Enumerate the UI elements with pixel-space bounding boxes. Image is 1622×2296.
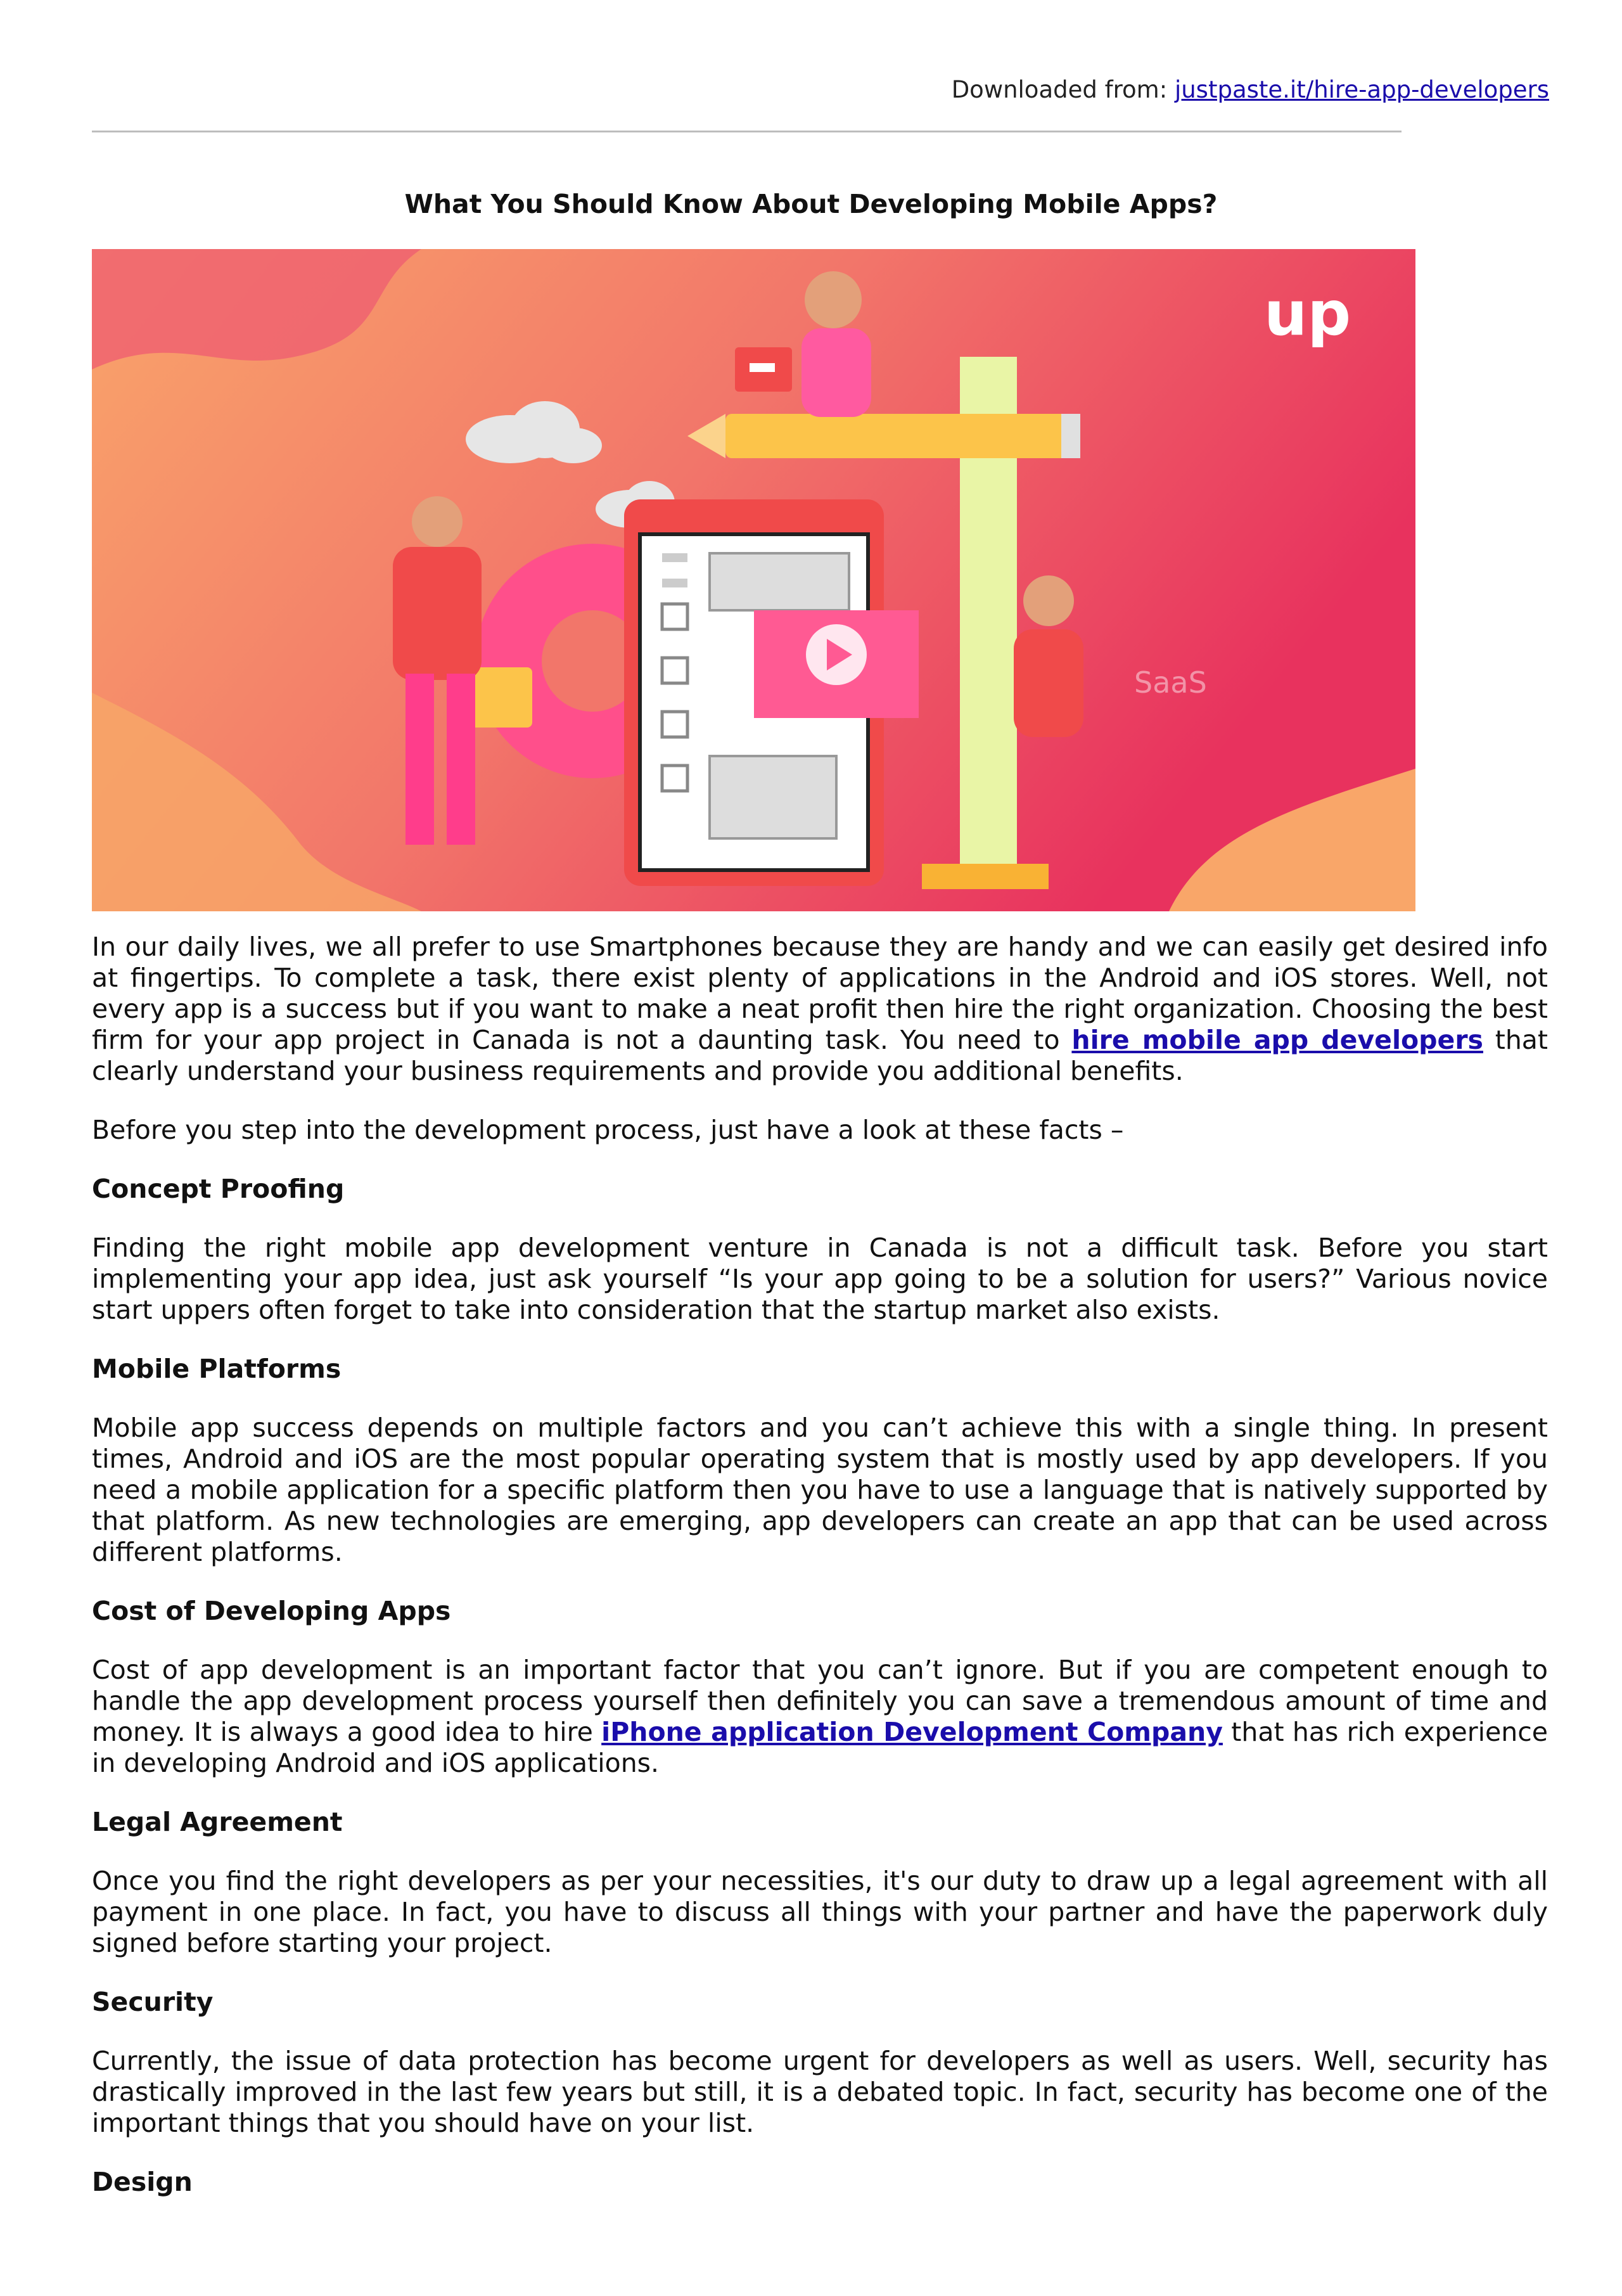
iphone-company-link[interactable]: iPhone application Development Company <box>601 1717 1223 1747</box>
download-prefix: Downloaded from: <box>951 76 1175 103</box>
article-title: What You Should Know About Developing Mobile Apps? <box>404 189 1218 219</box>
article-body <box>92 932 1548 2226</box>
paragraph-cost-of-developing <box>92 1655 1548 1779</box>
play-icon <box>754 610 919 718</box>
intro-text: In our daily lives, we all prefer to use Smartphones because they are handy and we can easily get desired info at fingertips. To complete a task, there exist plenty of applications in the Android and iOS stores. Well, not every app is a success but if you want to make a neat profit then hire the right organization. Choosing the best firm for your app project in Canada is not a daunting task. You need to <box>92 932 1548 1055</box>
pencil-icon <box>687 414 1080 458</box>
intro-text-end: that clearly understand your business requirements and provide you additional benefits. <box>92 1025 1549 1086</box>
intro-paragraph <box>92 932 1548 1087</box>
paragraph-security: Currently, the issue of data protection has become urgent for developers as well as users. Well, security has drastically improved in the last few years but still, it is a debated topic. In fact, security has become one of the important things that you should have on your list. <box>92 2046 1548 2138</box>
brand-logo: up <box>1264 278 1351 349</box>
paragraph-legal-agreement: Once you find the right developers as per your necessities, it's our duty to draw up a legal agreement with all payment in one place. In fact, you have to discuss all things with your partner and have the paperwork duly signed before starting your project. <box>92 1866 1548 1958</box>
paragraph-concept-proofing: Finding the right mobile app development venture in Canada is not a difficult task. Before you start implementing your app idea, just ask yourself “Is your app going to be a solution for users?” Various novice start uppers often forget to take into consideration that the startup market also exists. <box>92 1233 1548 1325</box>
heading-mobile-platforms: Mobile Platforms <box>92 1354 342 1384</box>
download-source <box>952 76 1549 103</box>
hero-illustration <box>92 249 1415 911</box>
hire-developers-link[interactable]: hire mobile app developers <box>1071 1025 1483 1055</box>
cost-text: Cost of app development is an important factor that you can’t ignore. But if you are competent enough to handle the app development process yourself then definitely you can save a tremendous amount of time and money. It is always a good idea to hire <box>92 1655 1548 1747</box>
saas-badge: SaaS <box>1134 665 1207 700</box>
header-divider <box>92 131 1402 132</box>
paragraph-mobile-platforms: Mobile app success depends on multiple factors and you can’t achieve this with a single thing. In present times, Android and iOS are the most popular operating system that is mostly used by app developers. If you need a mobile application for a specific platform then you have to use a language that is natively supported by that platform. As new technologies are emerging, app developers can create an app that can be used across different platforms. <box>92 1413 1548 1567</box>
heading-concept-proofing: Concept Proofing <box>92 1174 345 1204</box>
source-link[interactable]: justpaste.it/hire-app-developers <box>1174 76 1549 103</box>
heading-legal-agreement: Legal Agreement <box>92 1807 343 1837</box>
lead-paragraph: Before you step into the development process, just have a look at these facts – <box>92 1115 1124 1145</box>
heading-design: Design <box>92 2167 193 2197</box>
heading-cost-of-developing: Cost of Developing Apps <box>92 1596 451 1626</box>
heading-security: Security <box>92 1987 214 2017</box>
cost-text-end: that has rich experience in developing Android and iOS applications. <box>92 1717 1548 1778</box>
